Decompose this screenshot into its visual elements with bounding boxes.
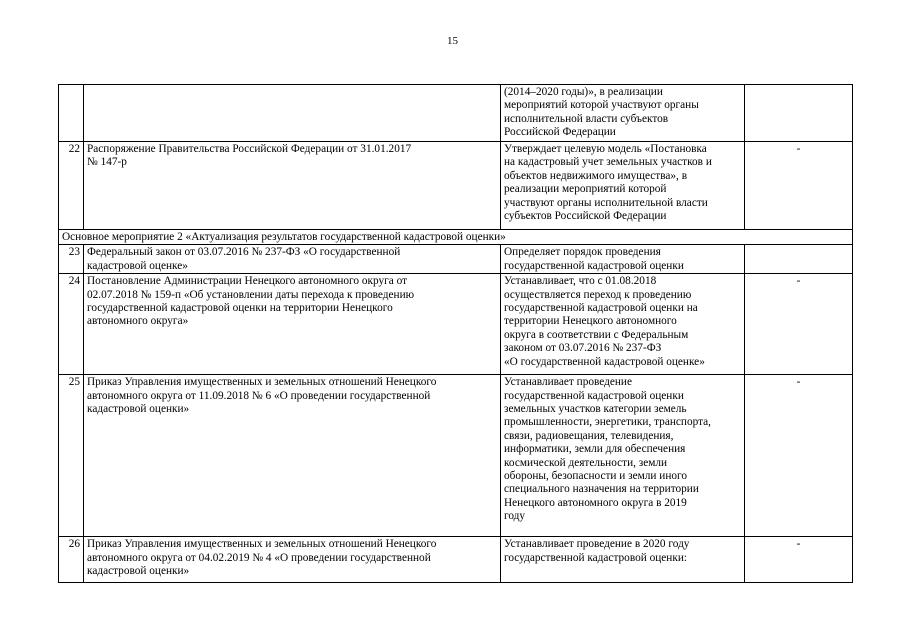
row-number: 25 [59, 375, 84, 537]
note-cell [745, 245, 853, 274]
table-row [59, 537, 853, 583]
note-cell: - [745, 274, 853, 375]
table-row [59, 85, 853, 142]
section-row [59, 230, 853, 245]
legal-acts-table [58, 84, 853, 583]
row-number: 22 [59, 142, 84, 230]
document-title: Приказ Управления имущественных и земельных отношений Ненецкого автономного округа от 11.09.2018 № 6 «О проведении государственной кадастровой оценки» [84, 375, 501, 537]
section-heading: Основное мероприятие 2 «Актуализация результатов государственной кадастровой оценки» [59, 230, 853, 245]
document-description: Устанавливает, что с 01.08.2018 осуществляется переход к проведению государственной кадастровой оценки на территории Ненецкого автономного округа в соответствии с Федеральным законом от 03.07.2016 № 237-ФЗ «О государственной кадастровой оценке» [501, 274, 745, 375]
row-number: 26 [59, 537, 84, 583]
document-title: Постановление Администрации Ненецкого автономного округа от 02.07.2018 № 159-п «Об установлении даты перехода к проведению государственной кадастровой оценки на территории Ненецкого автономного округа» [84, 274, 501, 375]
document-description: Устанавливает проведение государственной кадастровой оценки земельных участков категории земель промышленности, энергетики, транспорта, связи, радиовещания, телевидения, информатики, земли для обеспечения космической деятельности, земли обороны, безопасности и земли иного специального назначения на территории Ненецкого автономного округа в 2019 году [501, 375, 745, 537]
document-description: Утверждает целевую модель «Постановка на кадастровый учет земельных участков и объектов недвижимого имущества», в реализации мероприятий которой участвуют органы исполнительной власти субъектов Российской Федерации [501, 142, 745, 230]
note-cell [745, 85, 853, 142]
note-cell: - [745, 142, 853, 230]
table-row [59, 142, 853, 230]
document-description: Устанавливает проведение в 2020 году государственной кадастровой оценки: [501, 537, 745, 583]
table-row [59, 274, 853, 375]
row-number: 24 [59, 274, 84, 375]
row-number: 23 [59, 245, 84, 274]
document-description: Определяет порядок проведения государственной кадастровой оценки [501, 245, 745, 274]
table-row [59, 375, 853, 537]
document-title: Распоряжение Правительства Российской Федерации от 31.01.2017 № 147-р [84, 142, 501, 230]
document-title [84, 85, 501, 142]
note-cell: - [745, 537, 853, 583]
document-title: Федеральный закон от 03.07.2016 № 237-ФЗ «О государственной кадастровой оценке» [84, 245, 501, 274]
document-description: (2014–2020 годы)», в реализации мероприятий которой участвуют органы исполнительной власти субъектов Российской Федерации [501, 85, 745, 142]
table-row [59, 245, 853, 274]
document-title: Приказ Управления имущественных и земельных отношений Ненецкого автономного округа от 04.02.2019 № 4 «О проведении государственной кадастровой оценки» [84, 537, 501, 583]
page-number: 15 [447, 35, 458, 47]
note-cell: - [745, 375, 853, 537]
row-number [59, 85, 84, 142]
